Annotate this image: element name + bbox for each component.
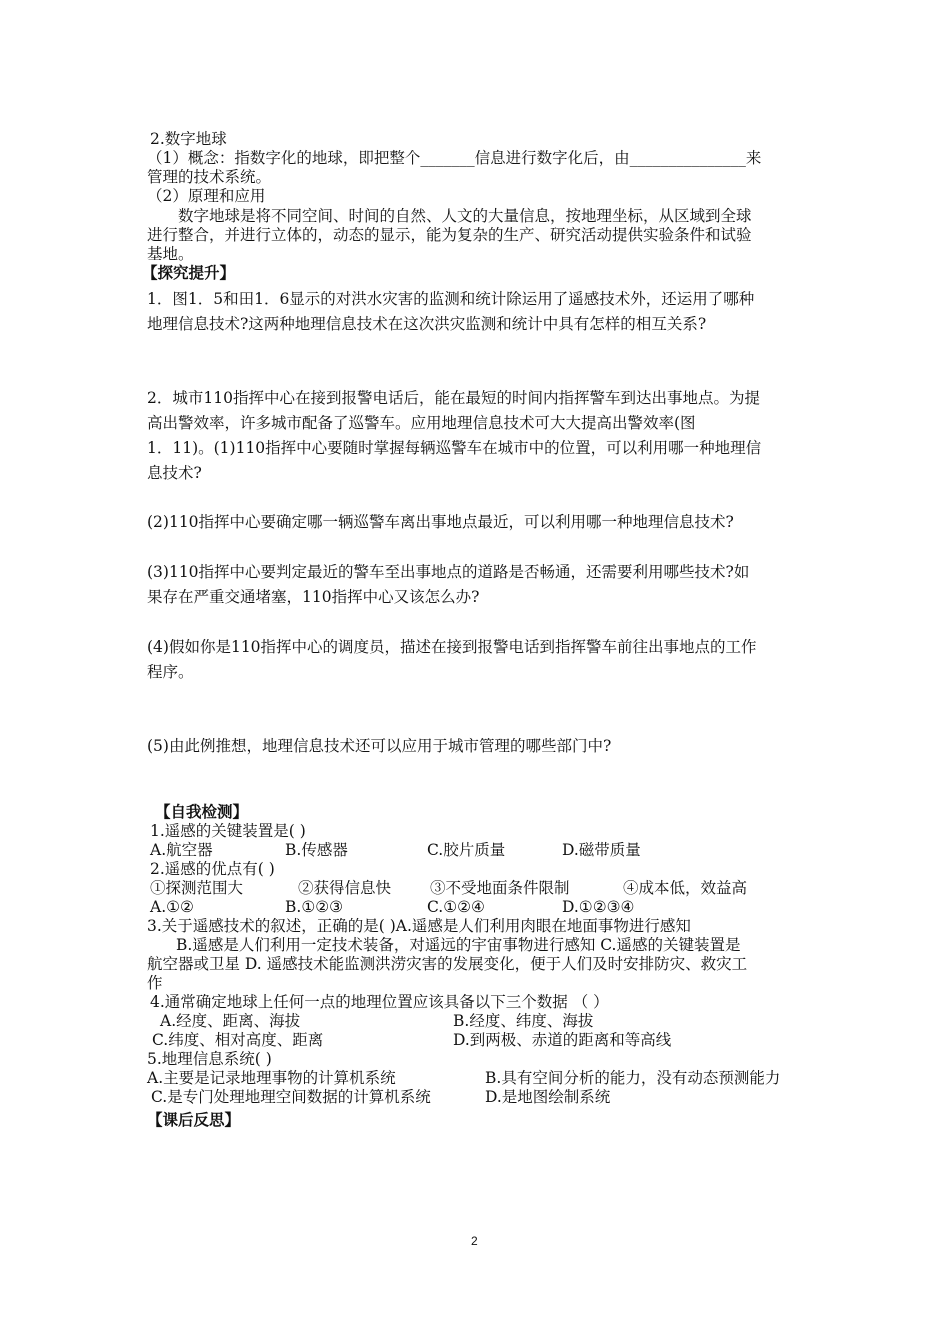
self-test-q3-line-1: 3.关于遥感技术的叙述，正确的是( )A.遥感是人们利用肉眼在地面事物进行感知 — [147, 917, 691, 935]
q4-option-a: A.经度、距离、海拔 — [160, 1012, 301, 1030]
concept-text-a: （1）概念：指数字化的地球，即把整个 — [147, 149, 421, 167]
explore-q2-sub-2: (2)110指挥中心要确定哪一辆巡警车离出事地点最近，可以利用哪一种地理信息技术? — [147, 513, 734, 531]
self-test-q2-options — [150, 897, 634, 917]
heading-explore: 【探究提升】 — [142, 264, 236, 282]
explore-q2-sub-5: (5)由此例推想，地理信息技术还可以应用于城市管理的哪些部门中? — [147, 737, 612, 755]
q1-option-a: A.航空器 — [150, 841, 213, 859]
explore-q1-line-2: 地理信息技术?这两种地理信息技术在这次洪灾监测和统计中具有怎样的相互关系? — [147, 315, 707, 333]
concept-line — [147, 148, 761, 168]
self-test-q3-line-4: 作 — [147, 974, 163, 992]
q2-option-c: C.①②④ — [427, 898, 485, 916]
self-test-q4-options-row-2 — [152, 1030, 671, 1050]
self-test-q1-options — [150, 840, 641, 860]
q1-option-b: B.传感器 — [285, 841, 348, 859]
self-test-q5-options-row-1 — [147, 1068, 780, 1088]
explore-q2-sub-3-line-2: 果存在严重交通堵塞，110指挥中心又该怎么办? — [147, 588, 480, 606]
principle-line-3: 基地。 — [147, 245, 194, 263]
principle-title: （2）原理和应用 — [147, 187, 266, 205]
q5-option-c: C.是专门处理地理空间数据的计算机系统 — [151, 1088, 431, 1106]
q2-option-d: D.①②③④ — [562, 898, 635, 916]
section-title-digital-earth: 2.数字地球 — [150, 130, 227, 148]
explore-q2-sub-3-line-1: (3)110指挥中心要判定最近的警车至出事地点的道路是否畅通，还需要利用哪些技术?如 — [147, 563, 750, 581]
q2-option-b: B.①②③ — [285, 898, 344, 916]
q4-option-b: B.经度、纬度、海拔 — [453, 1012, 594, 1030]
self-test-q4: 4.通常确定地球上任何一点的地理位置应该具备以下三个数据 （ ） — [150, 993, 609, 1011]
principle-line-2: 进行整合，并进行立体的，动态的显示，能为复杂的生产、研究活动提供实验条件和试验 — [147, 226, 752, 244]
q5-option-d: D.是地图绘制系统 — [485, 1088, 611, 1106]
explore-q2-line-4: 息技术? — [147, 464, 202, 482]
q4-option-d: D.到两极、赤道的距离和等高线 — [453, 1031, 672, 1049]
explore-q1-line-1: 1．图1．5和田1．6显示的对洪水灾害的监测和统计除运用了遥感技术外，还运用了哪种 — [147, 290, 755, 308]
explore-q2-line-2: 高出警效率，许多城市配备了巡警车。应用地理信息技术可大大提高出警效率(图 — [147, 414, 696, 432]
self-test-q5: 5.地理信息系统( ) — [147, 1050, 272, 1068]
heading-reflection: 【课后反思】 — [147, 1111, 241, 1129]
q2-option-a: A.①② — [150, 898, 194, 916]
self-test-q2-items — [150, 878, 747, 898]
q2-item-1: ①探测范围大 — [150, 879, 244, 897]
self-test-q2: 2.遥感的优点有( ) — [150, 860, 275, 878]
explore-q2-line-3: 1．11)。(1)110指挥中心要随时掌握每辆巡警车在城市中的位置，可以利用哪一种地理信 — [147, 439, 762, 457]
self-test-q1: 1.遥感的关键装置是( ) — [150, 822, 306, 840]
heading-self-test: 【自我检测】 — [155, 803, 249, 821]
q2-item-4: ④成本低，效益高 — [623, 879, 748, 897]
q1-option-d: D.磁带质量 — [562, 841, 641, 859]
q4-option-c: C.纬度、相对高度、距离 — [152, 1031, 324, 1049]
q5-option-b: B.具有空间分析的能力，没有动态预测能力 — [485, 1069, 781, 1087]
concept-blank-2: _______________ — [629, 149, 746, 167]
explore-q2-sub-4-line-2: 程序。 — [147, 663, 194, 681]
concept-text-c: 来 — [745, 149, 762, 167]
q2-item-3: ③不受地面条件限制 — [430, 879, 570, 897]
page-number: 2 — [471, 1234, 478, 1248]
self-test-q3-line-3: 航空器或卫星 D. 遥感技术能监测洪涝灾害的发展变化，便于人们及时安排防灾、救灾工 — [147, 955, 748, 973]
self-test-q5-options-row-2 — [151, 1087, 610, 1107]
principle-line-1: 数字地球是将不同空间、时间的自然、人文的大量信息，按地理坐标，从区域到全球 — [178, 207, 752, 225]
q1-option-c: C.胶片质量 — [427, 841, 506, 859]
self-test-q4-options-row-1 — [160, 1011, 593, 1031]
explore-q2-sub-4-line-1: (4)假如你是110指挥中心的调度员，描述在接到报警电话到指挥警车前往出事地点的工作 — [147, 638, 757, 656]
q2-item-2: ②获得信息快 — [298, 879, 392, 897]
q5-option-a: A.主要是记录地理事物的计算机系统 — [147, 1069, 396, 1087]
concept-line-2: 管理的技术系统。 — [147, 168, 272, 186]
self-test-q3-line-2: B.遥感是人们利用一定技术装备，对遥远的宇宙事物进行感知 C.遥感的关键装置是 — [176, 936, 741, 954]
concept-text-b: 信息进行数字化后，由 — [474, 149, 630, 167]
concept-blank-1: _______ — [420, 149, 475, 167]
explore-q2-line-1: 2．城市110指挥中心在接到报警电话后，能在最短的时间内指挥警车到达出事地点。为提 — [147, 389, 760, 407]
